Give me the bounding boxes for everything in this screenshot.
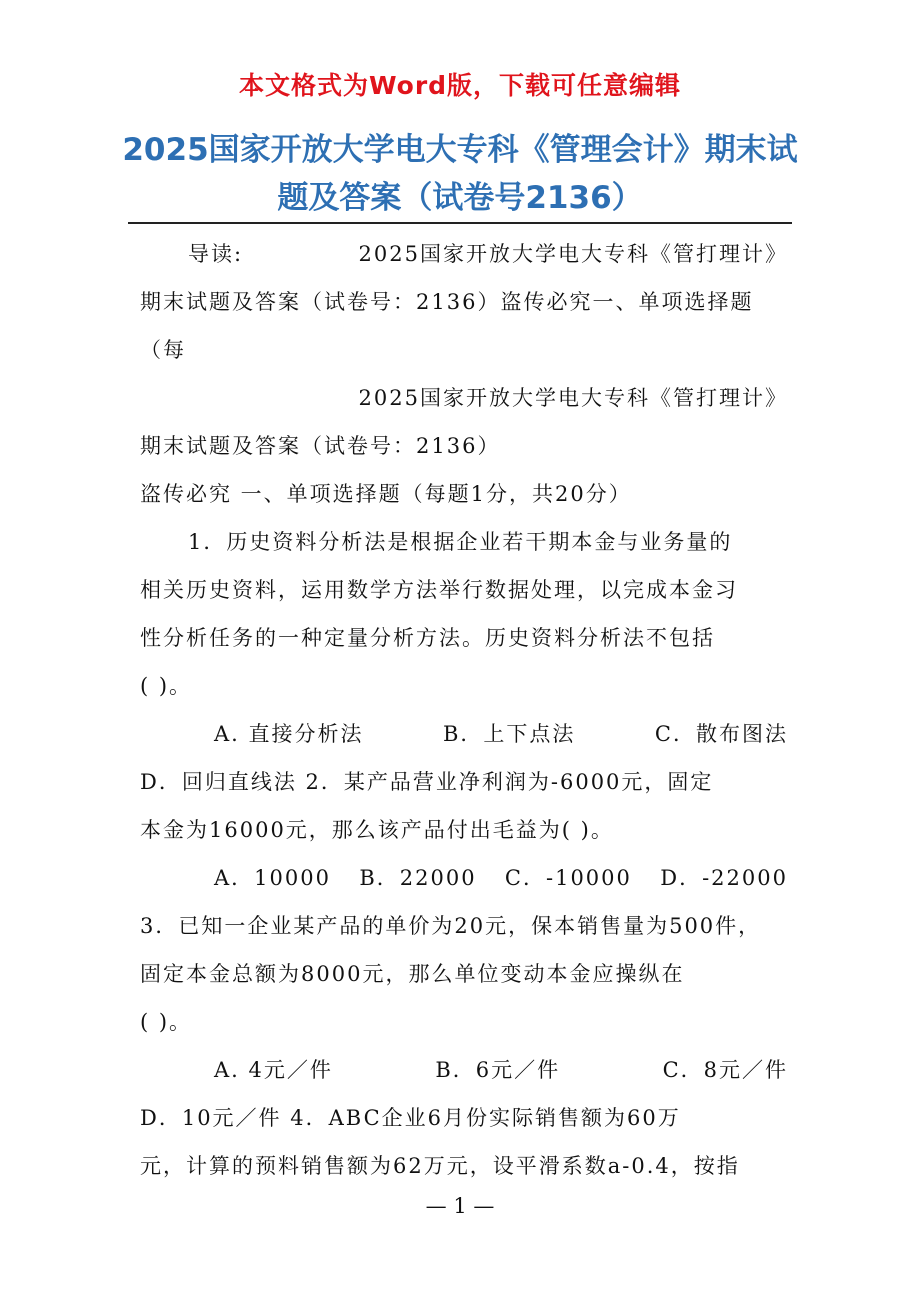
q1-line-1: 1．历史资料分析法是根据企业若干期本金与业务量的: [188, 530, 733, 554]
lead-line-2: 期末试题及答案（试卷号：2136）盗传必究一、单项选择题: [140, 290, 754, 314]
heading-line-1: 2025国家开放大学电大专科《管打理计》: [358, 386, 788, 410]
heading-line-3: 盗传必究 一、单项选择题（每题1分，共20分）: [140, 482, 632, 506]
q3-option-a: A. 4元／件: [214, 1058, 333, 1082]
lead-label: 导读:: [188, 242, 244, 266]
document-body: [140, 230, 788, 1190]
lead-text: 2025国家开放大学电大专科《管打理计》: [358, 242, 788, 266]
q2-line-2: 本金为16000元，那么该产品付出毛益为( )。: [140, 818, 614, 842]
title-divider: [128, 222, 792, 224]
q3-option-c: C．8元／件: [662, 1058, 788, 1082]
q2-option-b: B．22000: [359, 866, 477, 890]
q1-option-c: C．散布图法: [654, 722, 788, 746]
lead-line-1: [140, 230, 788, 278]
q2-option-c: C．-10000: [504, 866, 632, 890]
q1-line-3: 性分析任务的一种定量分析方法。历史资料分析法不包括: [140, 626, 715, 650]
q1-option-b: B．上下点法: [443, 722, 576, 746]
heading-line-2: 期末试题及答案（试卷号：2136）: [140, 434, 501, 458]
q4-line-1: D．10元／件 4．ABC企业6月份实际销售额为60万: [140, 1106, 681, 1130]
q1-option-a: A. 直接分析法: [214, 722, 364, 746]
q4-line-2: 元，计算的预料销售额为62万元，设平滑系数a-0.4，按指: [140, 1154, 740, 1178]
q3-line-2: 固定本金总额为8000元，那么单位变动本金应操纵在: [140, 962, 685, 986]
q1-options: [140, 710, 788, 758]
lead-line-3: （每: [140, 338, 186, 362]
download-banner: 本文格式为Word版，下载可任意编辑: [238, 71, 682, 100]
q3-line-1: 3．已知一企业某产品的单价为20元，保本销售量为500件，: [140, 914, 762, 938]
q3-option-b: B．6元／件: [435, 1058, 561, 1082]
document-title: 2025国家开放大学电大专科《管理会计》期末试题及答案（试卷号2136）: [122, 132, 798, 216]
q1-line-4: ( )。: [140, 674, 193, 698]
q2-option-a: A．10000: [214, 866, 331, 890]
q2-option-d: D．-22000: [660, 866, 788, 890]
q3-options: [140, 1046, 788, 1094]
q3-line-3: ( )。: [140, 1010, 193, 1034]
q2-options: [140, 854, 788, 902]
q2-line-1: D．回归直线法 2．某产品营业净利润为-6000元，固定: [140, 770, 714, 794]
q1-line-2: 相关历史资料，运用数学方法举行数据处理，以完成本金习: [140, 578, 738, 602]
page-number: — 1 —: [425, 1194, 495, 1218]
